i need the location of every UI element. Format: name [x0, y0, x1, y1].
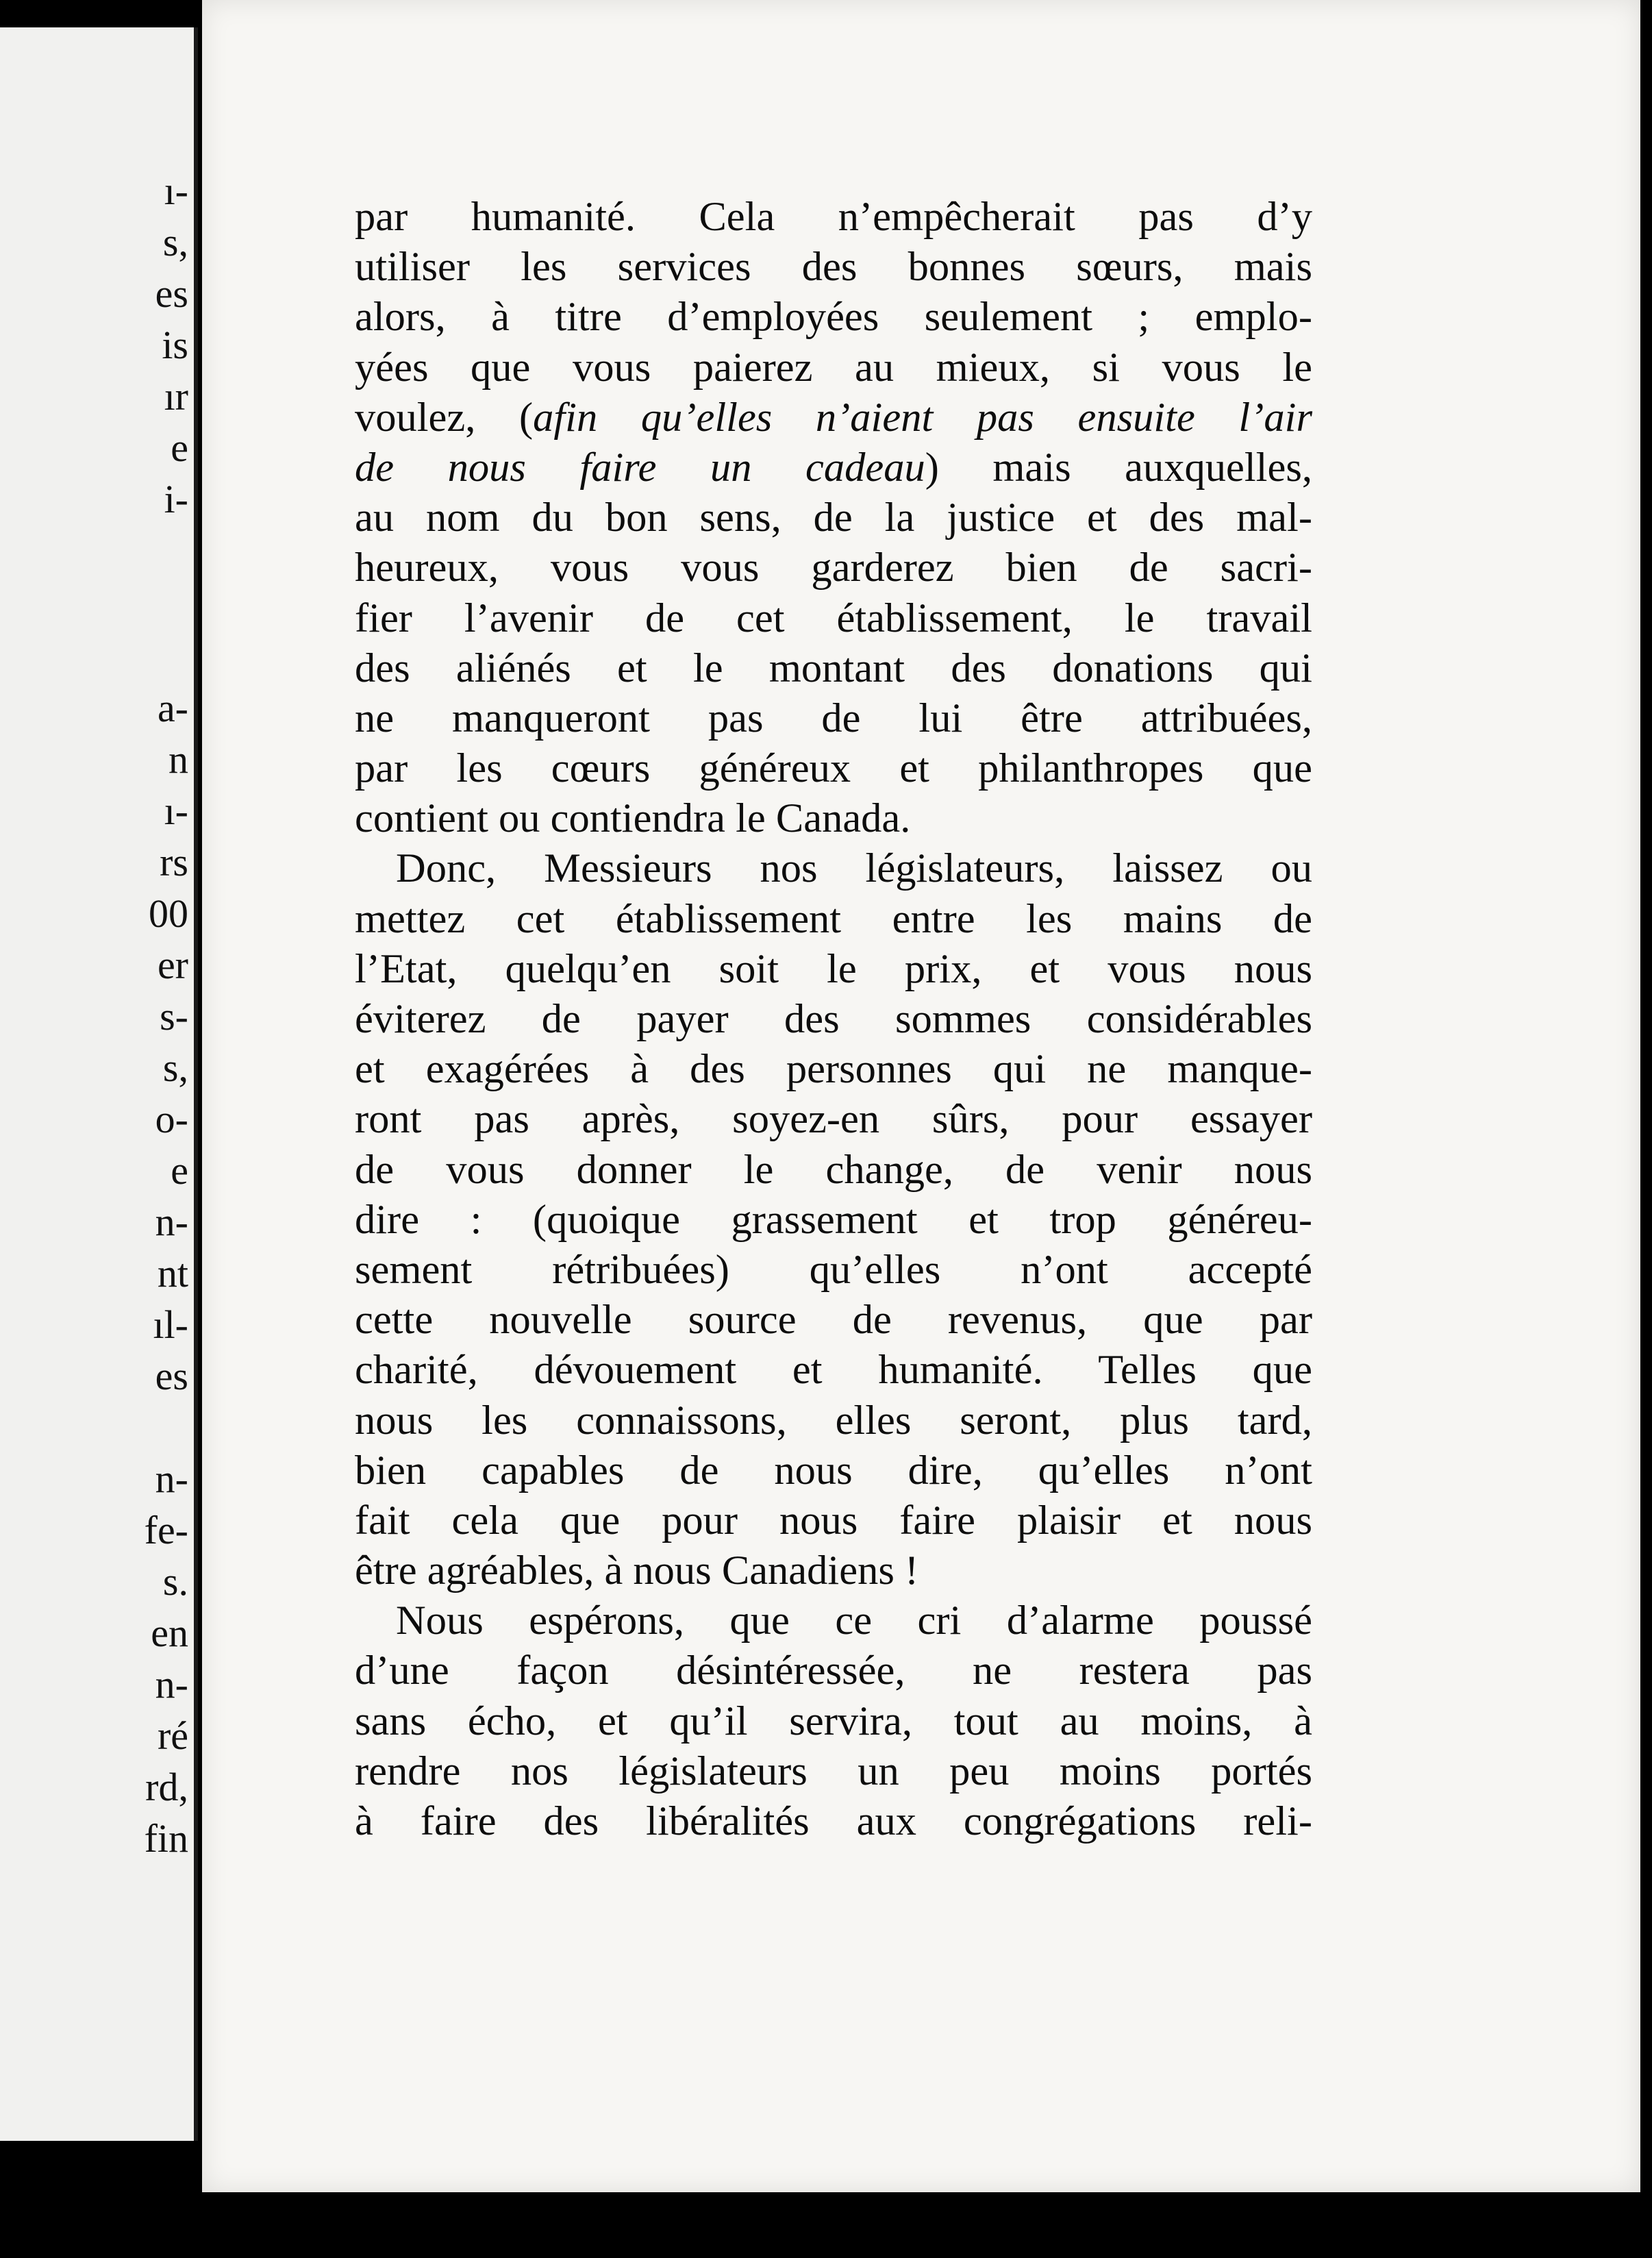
previous-page-fragment: is	[162, 323, 188, 367]
text-line: fait cela que pour nous faire plaisir et nous	[355, 1497, 1312, 1543]
previous-page-fragment: ı-	[164, 169, 188, 213]
previous-page-fragment: n-	[155, 1456, 188, 1501]
previous-page-fragment: es	[155, 1354, 188, 1398]
previous-page-fragment: e	[171, 425, 188, 470]
previous-page-fragment: ıl-	[153, 1302, 188, 1347]
previous-page-fragment: ır	[164, 374, 188, 419]
previous-page-fragment: o-	[155, 1097, 188, 1141]
previous-page-fragment: ı-	[164, 789, 188, 833]
text-run: voulez, (	[355, 394, 534, 441]
previous-page-fragment: fe-	[144, 1508, 188, 1552]
text-line: cette nouvelle source de revenus, que par	[355, 1297, 1312, 1343]
italic-text-run: afin qu’elles n’aient pas ensuite l’air	[533, 394, 1312, 441]
body-text	[355, 192, 1312, 1846]
previous-page-fragment: s,	[162, 220, 188, 264]
text-line: et exagérées à des personnes qui ne manque-	[355, 1046, 1312, 1093]
text-line: Nous espérons, que ce cri d’alarme poussé	[396, 1598, 1312, 1644]
previous-page-fragment: es	[155, 271, 188, 316]
text-line: heureux, vous vous garderez bien de sacri-	[355, 545, 1312, 591]
scan-border	[1640, 0, 1652, 2258]
previous-page-fragment: n	[168, 737, 188, 782]
text-line: ront pas après, soyez-en sûrs, pour essayer	[355, 1096, 1312, 1143]
text-line: éviterez de payer des sommes considérables	[355, 996, 1312, 1042]
italic-text-run: de nous faire un cadeau	[355, 444, 925, 491]
previous-page-fragment: rs	[160, 840, 188, 884]
text-line: être agréables, à nous Canadiens !	[355, 1548, 919, 1594]
text-line	[355, 443, 1312, 493]
text-line: par humanité. Cela n’empêcherait pas d’y	[355, 194, 1312, 240]
text-line: l’Etat, quelqu’en soit le prix, et vous nous	[355, 945, 1312, 992]
text-line: Donc, Messieurs nos législateurs, laissez ou	[396, 845, 1312, 892]
text-line: nous les connaissons, elles seront, plus tard,	[355, 1397, 1312, 1443]
text-line: au nom du bon sens, de la justice et des mal-	[355, 495, 1312, 541]
text-line	[355, 393, 1312, 443]
text-line: ne manqueront pas de lui être attribuées,	[355, 695, 1312, 741]
text-line: alors, à titre d’employées seulement ; emplo-	[355, 294, 1312, 340]
previous-page-fragment: ré	[157, 1713, 188, 1758]
text-line: mettez cet établissement entre les mains de	[355, 895, 1312, 942]
text-line: sans écho, et qu’il servira, tout au moins, à	[355, 1698, 1312, 1744]
text-line: à faire des libéralités aux congrégations reli-	[355, 1798, 1312, 1844]
text-line: des aliénés et le montant des donations qui	[355, 645, 1312, 691]
previous-page-fragment: fin	[144, 1816, 188, 1861]
text-line: par les cœurs généreux et philanthropes que	[355, 745, 1312, 792]
previous-page-fragment: nt	[157, 1251, 188, 1295]
previous-page-fragment: n-	[155, 1200, 188, 1244]
text-run: ) mais auxquelles,	[925, 444, 1312, 491]
text-line: rendre nos législateurs un peu moins portés	[355, 1748, 1312, 1794]
text-line: yées que vous paierez au mieux, si vous le	[355, 344, 1312, 390]
text-line: d’une façon désintéressée, ne restera pas	[355, 1648, 1312, 1694]
text-line: utiliser les services des bonnes sœurs, mais	[355, 244, 1312, 290]
previous-page-fragment: s.	[162, 1559, 188, 1604]
previous-page-fragment: a-	[157, 686, 188, 730]
previous-page-fragment: rd,	[145, 1765, 188, 1809]
previous-page-fragment: s-	[160, 994, 188, 1039]
previous-page-fragment: s,	[162, 1045, 188, 1090]
previous-page-fragment: 00	[149, 891, 188, 936]
text-line: sement rétribuées) qu’elles n’ont accepté	[355, 1246, 1312, 1293]
previous-page-fragment: n-	[155, 1662, 188, 1707]
previous-page-fragment: i-	[164, 477, 188, 521]
previous-page-fragment: en	[151, 1611, 188, 1655]
previous-page-fragment: er	[157, 943, 188, 987]
text-line: dire : (quoique grassement et trop généreu-	[355, 1196, 1312, 1243]
text-line: bien capables de nous dire, qu’elles n’ont	[355, 1447, 1312, 1493]
text-line: charité, dévouement et humanité. Telles que	[355, 1347, 1312, 1393]
text-line: contient ou contiendra le Canada.	[355, 795, 911, 842]
text-line: de vous donner le change, de venir nous	[355, 1146, 1312, 1193]
text-line: fier l’avenir de cet établissement, le travail	[355, 595, 1312, 641]
previous-page-edge	[0, 27, 198, 2141]
previous-page-fragment: e	[171, 1148, 188, 1193]
book-page	[202, 0, 1640, 2192]
